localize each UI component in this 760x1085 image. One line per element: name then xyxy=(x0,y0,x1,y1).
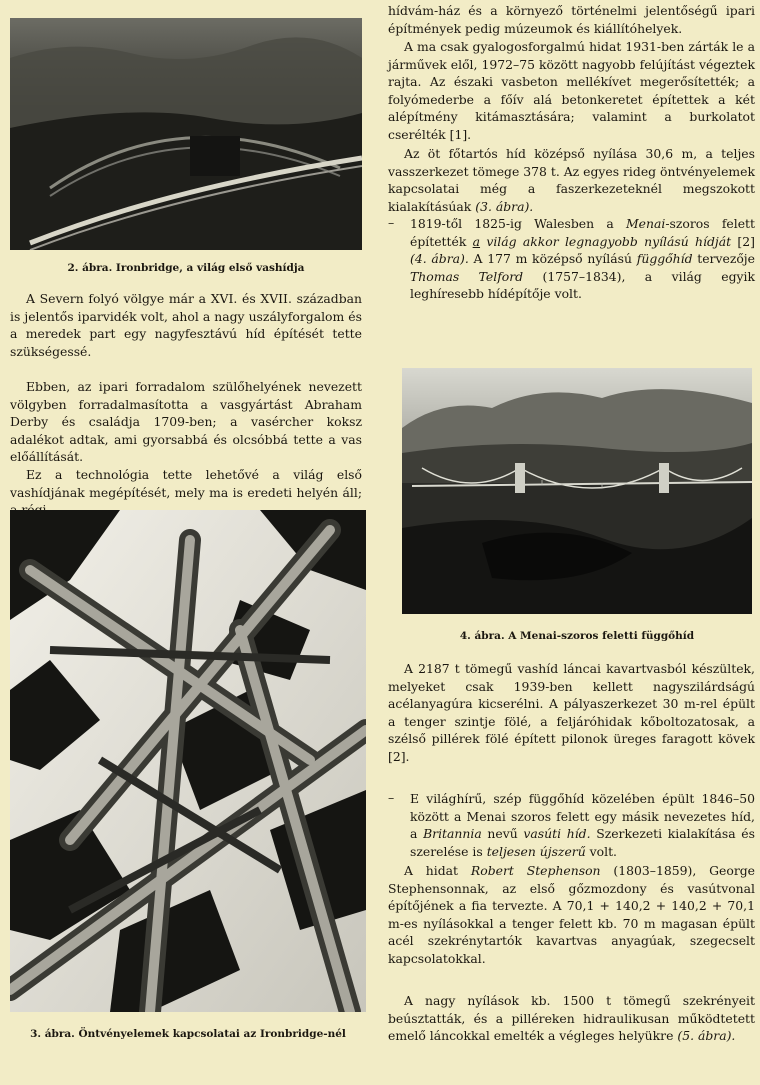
text: nevű xyxy=(487,826,518,842)
bullet-dash: – xyxy=(388,790,395,805)
paragraph xyxy=(388,2,755,37)
paragraph-text: Ez a technológia tette lehetővé a világ első vashídjának megépítését, mely ma is eredeti helyén áll; xyxy=(10,467,362,500)
text-italic: Thomas Telford xyxy=(410,268,524,284)
text: A nagy nyílások kb. 1500 t tömegű szekrényeit beúsztatták, és a pilléreken hidraulikusan működtetett emelő láncokkal emelték a végleges helyükre xyxy=(388,993,755,1044)
figure-2-photo xyxy=(10,18,362,250)
paragraph xyxy=(10,290,362,360)
bullet-dash: – xyxy=(388,215,395,230)
text: -szoros felett építették xyxy=(410,216,755,249)
bullet-paragraph xyxy=(410,790,755,860)
figure-4-caption: 4. ábra. A Menai-szoros feletti függőhíd xyxy=(459,630,695,642)
figure-reference: (3. ábra). xyxy=(475,198,534,214)
figure-3-photo xyxy=(10,510,366,1012)
text: 1819-től 1825-ig Walesben a xyxy=(410,216,614,231)
cast-iron-joints-photo-icon xyxy=(10,510,366,1012)
bullet-paragraph xyxy=(410,215,755,303)
paragraph-text: Az öt főtartós híd középső nyílása 30,6 m, a teljes vasszerkezet tömege 378 t. Az egyes rideg öntvényelemek kapcsolatai még a faszerkezeteknél megszokott kialakításúak xyxy=(388,146,755,214)
text-italic: a xyxy=(472,233,481,249)
text: (1803–1859), George Stephensonnak, az első gőzmozdony és vasútvonal építőjének a fia tervezte. A 70,1 + 140,2 + 140,2 + 70,1 m-es nyílásokkal a tenger felett kb. 70 m magasan épült acél szekrénytartók kavartvas anyagúak, szegecselt kapcsolatokkal. xyxy=(388,863,756,966)
text-italic: Menai xyxy=(625,216,666,231)
text: Szerkezeti kialakítása és szerelése is xyxy=(410,826,755,859)
text-italic: Robert Stephenson xyxy=(470,863,601,878)
paragraph-text: A Severn folyó völgye már a XVI. és XVII. században is jelentős iparvidék volt, ahol a nagy uszályforgalom és a meredek part egy nagyfesztávú híd építését tette szükségessé. xyxy=(10,291,362,359)
paragraph-text: A 2187 t tömegű vashíd láncai kavartvasból készültek, melyeket csak 1939-ben kellett nagyszilárdságú acélanyagúra kicserélni. A pályaszerkezet 30 m-rel épült a tenger szintje fölé, a feljárόhidak kőboltozatosak, a szélső pillérek fölé épített pilonok üreges faragott kövek [2]. xyxy=(388,661,755,764)
figure-reference: (4. ábra). xyxy=(410,251,469,267)
paragraph-text: hídvám-ház és a környező történelmi jelentőségű ipari építmények pedig múzeumok és kiállítóhelyek. xyxy=(388,3,755,36)
paragraph xyxy=(10,378,362,466)
text: [2] xyxy=(737,233,755,249)
figure-3-caption: 3. ábra. Öntvényelemek kapcsolatai az Ironbridge-nél xyxy=(30,1028,346,1040)
figure-reference: (5. ábra). xyxy=(677,1028,736,1044)
figure-4-photo xyxy=(402,368,752,614)
paragraph-text: Ebben, az ipari forradalom szülőhelyének nevezett völgyben forradalmasította a vasgyártást Abraham Derby és családja 1709-ben; a vasércher koksz adalékot adtak, ami gyorsabbá és olcsóbbá tette a vas előállítását. xyxy=(10,379,362,465)
ironbridge-photo-icon xyxy=(10,18,362,250)
text-italic: teljesen újszerű xyxy=(486,843,586,859)
text: (1757–1834), a világ egyik leghíresebb hídépítője volt. xyxy=(410,268,755,302)
text-italic: világ akkor legnagyobb nyílású hídját xyxy=(486,233,732,249)
text-italic: függőhíd xyxy=(636,251,693,267)
text: tervezője xyxy=(697,251,755,267)
text-italic: vasúti híd. xyxy=(523,826,591,842)
paragraph xyxy=(388,862,755,968)
paragraph xyxy=(388,145,755,215)
text: E világhírű, szép függőhíd közelében épült 1846–50 között a Menai szoros felett egy másik nevezetes híd, a xyxy=(410,791,755,842)
paragraph xyxy=(388,660,755,766)
text: volt. xyxy=(589,843,617,859)
paragraph xyxy=(388,992,755,1045)
paragraph xyxy=(388,38,755,144)
text: A hidat xyxy=(404,863,459,878)
text: A 177 m középső nyílású xyxy=(473,251,633,267)
figure-2-caption: 2. ábra. Ironbridge, a világ első vashídja xyxy=(67,262,305,274)
paragraph-text: A ma csak gyalogosforgalmú hidat 1931-ben zárták le a járművek elől, 1972–75 között nagyobb felújítást végeztek rajta. Az északi vasbeton mellékívet megerősítették; a folyómederbe a főív alá betonkeretet építettek a két alépítmény kitámasztására; valamint a burkolatot cserélték [1]. xyxy=(388,39,755,142)
text-italic: Britannia xyxy=(423,826,482,842)
menai-bridge-photo-icon xyxy=(402,368,752,614)
